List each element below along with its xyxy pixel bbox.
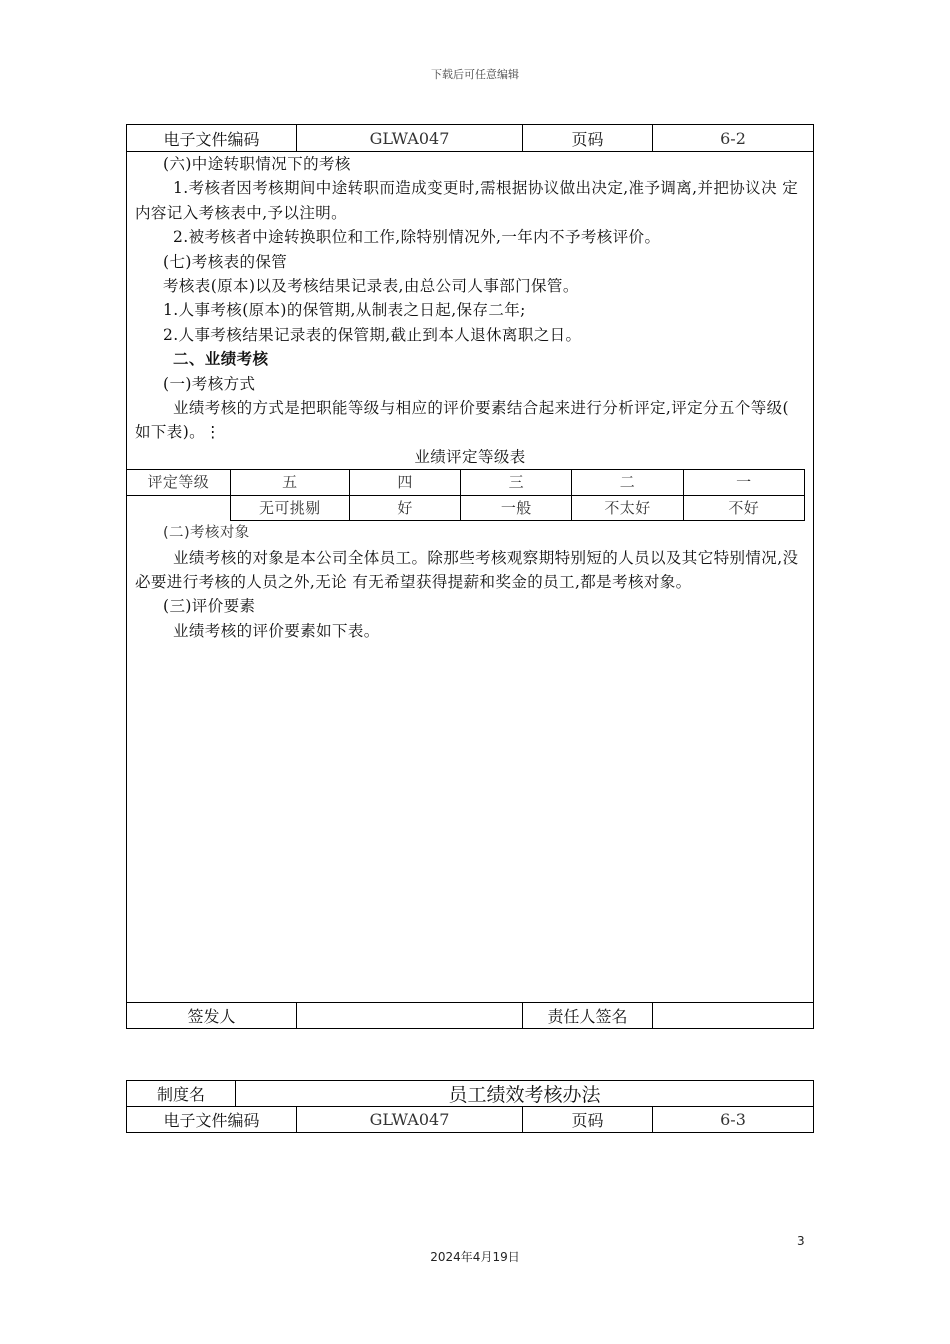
- next-page-header: [126, 1080, 814, 1133]
- page-label: 页码: [523, 125, 653, 151]
- header-note: 下载后可任意编辑: [431, 68, 519, 81]
- grade-description: 好: [349, 495, 460, 520]
- paragraph: 业绩考核的评价要素如下表。: [173, 621, 380, 640]
- responsible-label: 责任人签名: [523, 1003, 653, 1028]
- grade-description: 一般: [461, 495, 572, 520]
- code-value: GLWA047: [297, 125, 523, 151]
- issuer-field[interactable]: [297, 1003, 523, 1028]
- paragraph: 考核表(原本)以及考核结果记录表,由总公司人事部门保管。: [163, 277, 579, 296]
- code-label: 电子文件编码: [127, 125, 297, 151]
- paragraph: 业绩考核的方式是把职能等级与相应的评价要素结合起来进行分析评定,评定分五个等级( 如下表)。⋮: [135, 399, 789, 442]
- grade-description: 不太好: [572, 495, 683, 520]
- code-label: 电子文件编码: [127, 1107, 297, 1132]
- page-label: 页码: [523, 1107, 653, 1132]
- grade-level: 二: [572, 470, 683, 495]
- paragraph: 1.考核者因考核期间中途转职而造成变更时,需根据协议做出决定,准予调离,并把协议决 定内容记入考核表中,予以注明。: [135, 179, 799, 222]
- document-form: [126, 124, 814, 1029]
- code-value: GLWA047: [297, 1107, 523, 1132]
- grade-level: 五: [230, 470, 349, 495]
- code-row: [127, 1107, 813, 1132]
- policy-label: 制度名: [127, 1081, 236, 1106]
- section-heading: (二)考核对象: [163, 525, 250, 542]
- grade-level: 三: [461, 470, 572, 495]
- section-title: 二、业绩考核: [173, 350, 269, 369]
- section-heading: (一)考核方式: [163, 374, 256, 393]
- page-value: 6-2: [720, 128, 746, 148]
- grade-row-label: 评定等级: [127, 470, 230, 495]
- paragraph: 1.人事考核(原本)的保管期,从制表之日起,保存二年;: [163, 301, 526, 320]
- paragraph: 业绩考核的对象是本公司全体员工。除那些考核观察期特别短的人员以及其它特别情况,没 必要进行考核的人员之外,无论 有无希望获得提薪和奖金的员工,都是考核对象。: [135, 548, 799, 591]
- section-heading: (六)中途转职情况下的考核: [163, 155, 351, 173]
- page-value: 6-3: [720, 1110, 746, 1129]
- footer-date: 2024年4月19日: [430, 1250, 520, 1264]
- empty-cell: [127, 495, 230, 520]
- page-number: 3: [797, 1234, 805, 1248]
- paragraph: 2.人事考核结果记录表的保管期,截止到本人退休离职之日。: [163, 325, 582, 344]
- form-body: [135, 152, 805, 643]
- grade-description: 不好: [683, 495, 804, 520]
- issuer-label: 签发人: [127, 1003, 297, 1028]
- grade-table: [127, 469, 805, 521]
- section-heading: (七)考核表的保管: [163, 252, 288, 271]
- form-header-row: [127, 125, 813, 152]
- section-heading: (三)评价要素: [163, 597, 256, 616]
- policy-row: [127, 1081, 813, 1107]
- grade-description: 无可挑剔: [230, 495, 349, 520]
- table-row: [127, 495, 805, 520]
- grade-table-title: 业绩评定等级表: [414, 447, 526, 466]
- grade-level: 四: [349, 470, 460, 495]
- paragraph: 2.被考核者中途转换职位和工作,除特别情况外,一年内不予考核评价。: [173, 228, 661, 247]
- responsible-signature-field[interactable]: [653, 1003, 813, 1028]
- grade-level: 一: [683, 470, 804, 495]
- signature-row: [127, 1002, 813, 1028]
- table-row: [127, 470, 805, 495]
- policy-name: 员工绩效考核办法: [448, 1084, 601, 1106]
